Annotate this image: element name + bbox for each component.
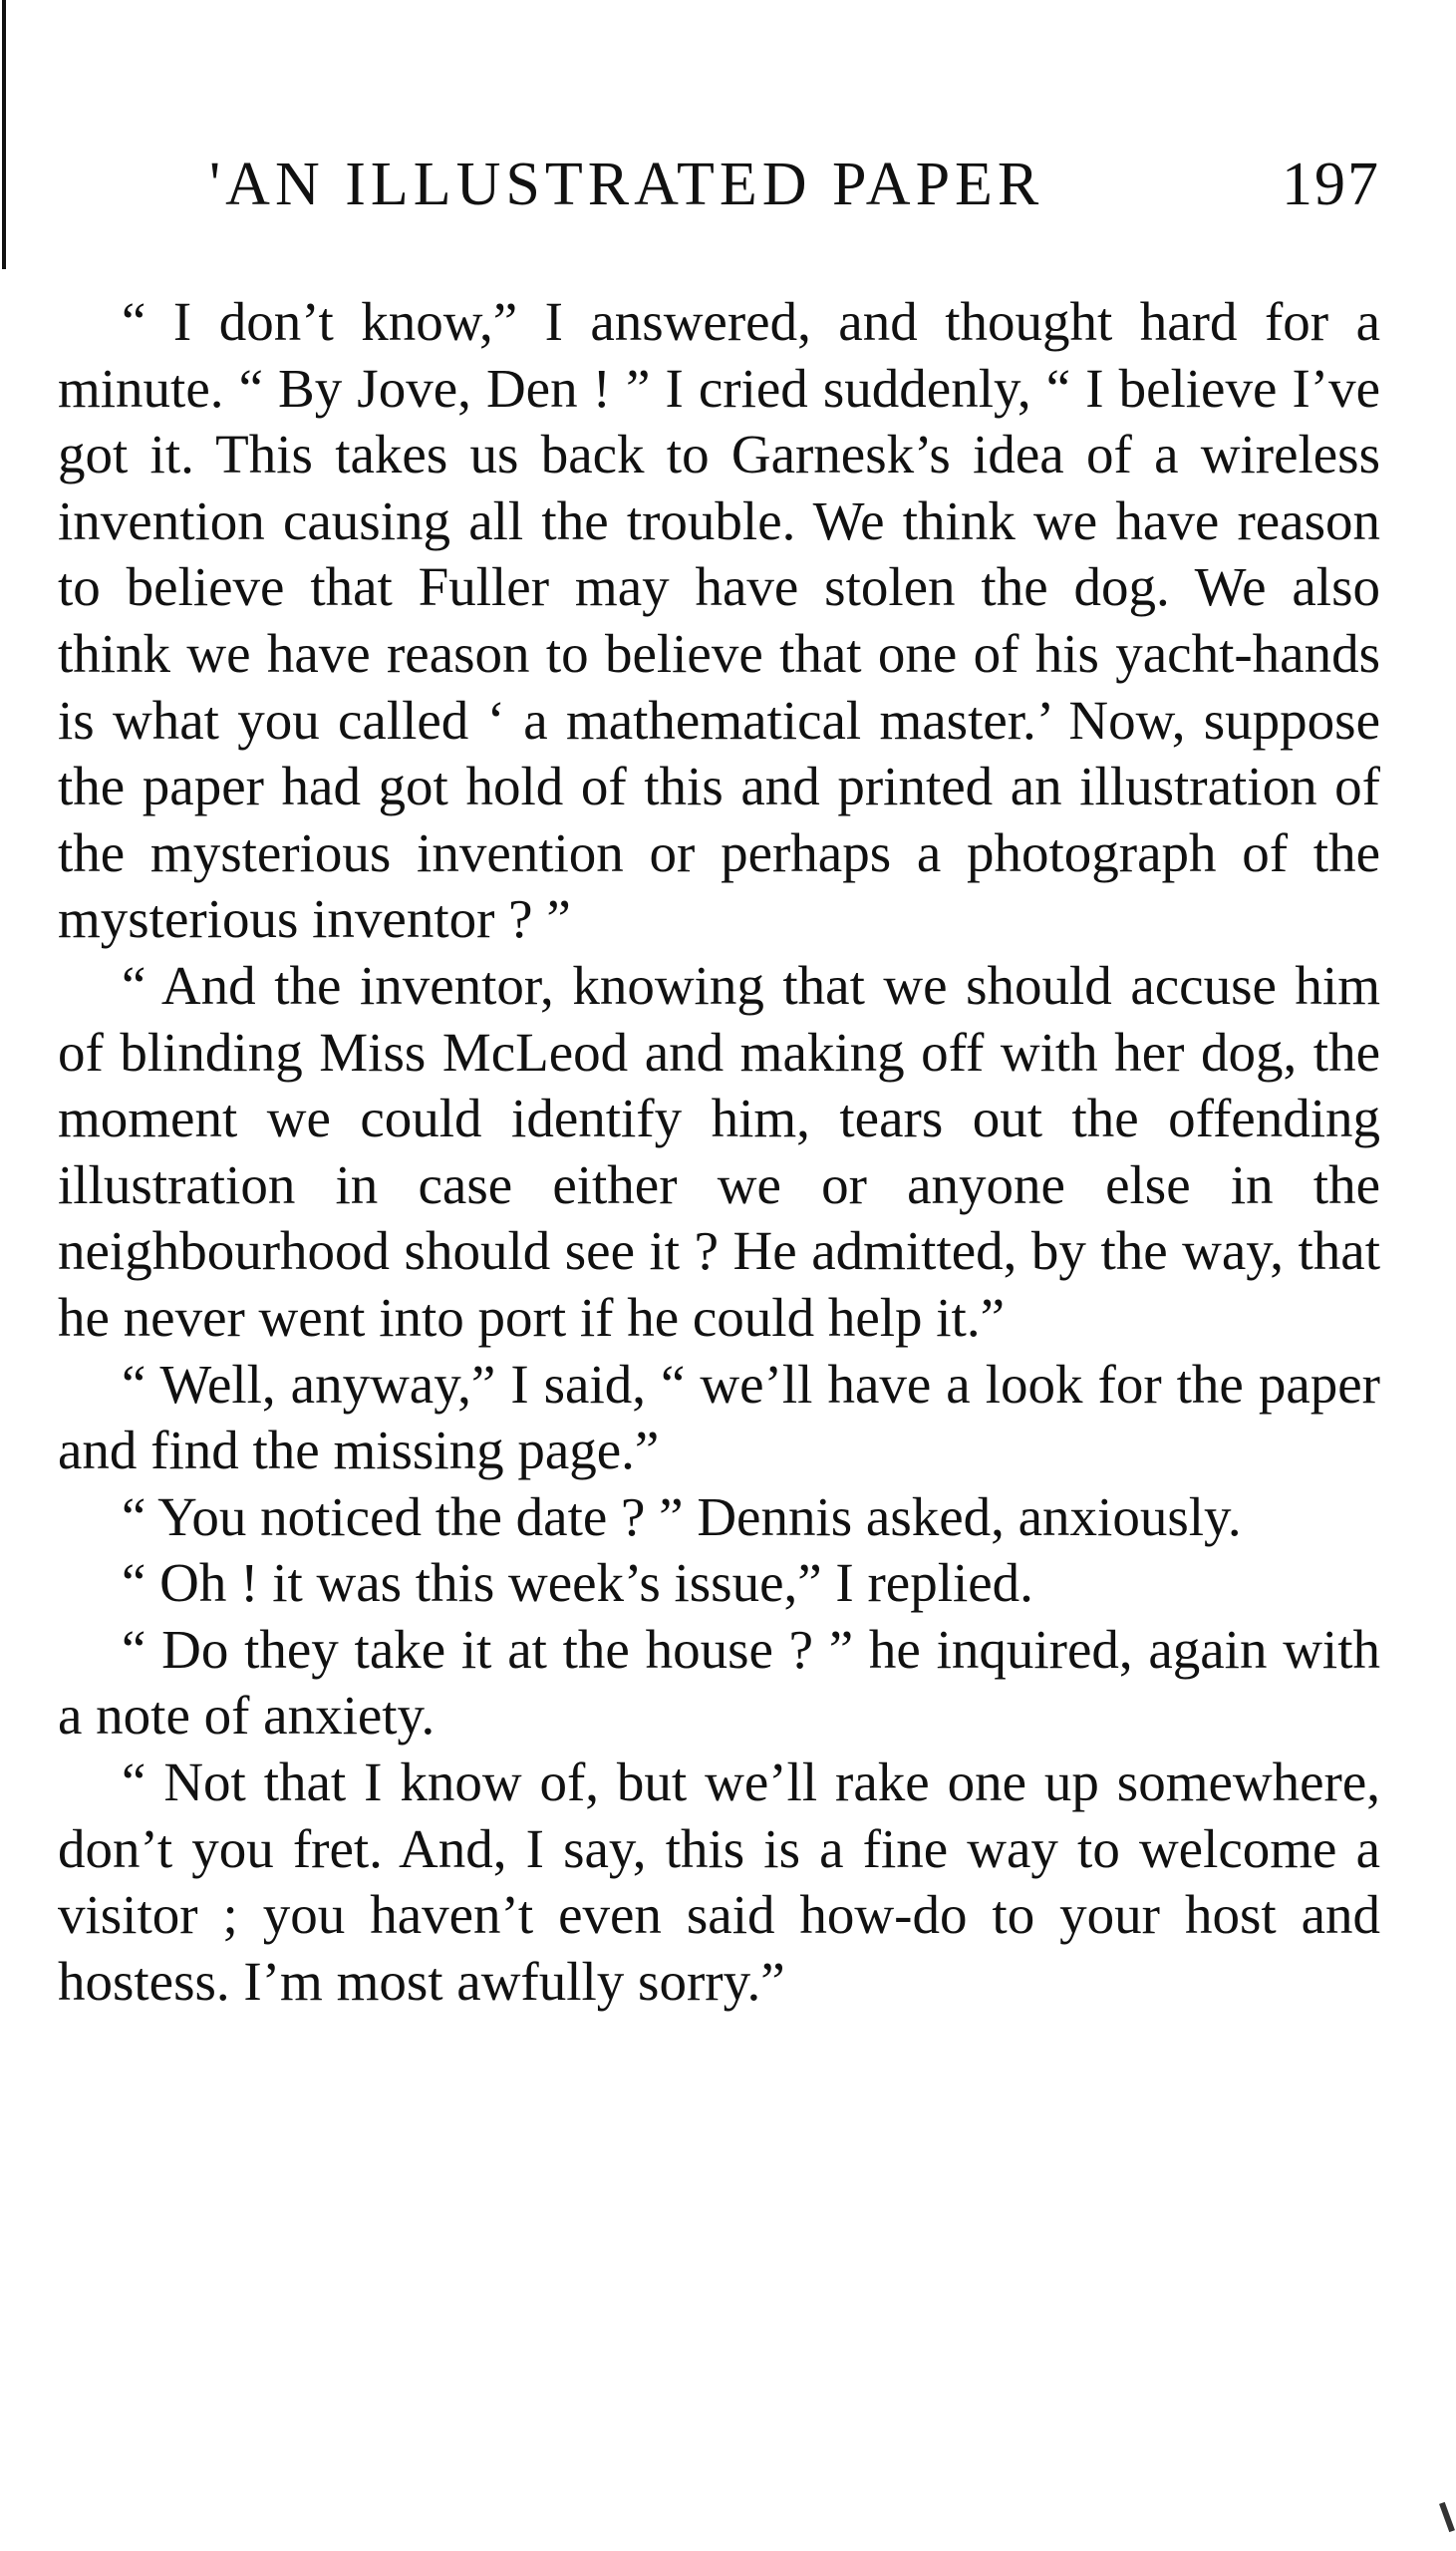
body-text [58,289,1380,2015]
page-number: 197 [1282,151,1380,218]
paragraph: “ Well, anyway,” I said, “ we’ll have a look for the paper and find the missing page.” [58,1353,1380,1481]
scan-mark [1439,2502,1455,2532]
paragraph: “ Do they take it at the house ? ” he inquired, again with a note of anxiety. [58,1618,1380,1747]
page-edge-rule [2,0,6,269]
paragraph: “ I don’t know,” I answered, and thought hard for a minute. “ By Jove, Den ! ” I cried suddenly, “ I believe I’ve got it. This takes us back to Garnesk’s idea of a wireless invention causing all the trouble. We think we have reason to believe that Fuller may have stolen the dog. We also think we have reason to believe that one of his yacht-hands is what you called ‘ a mathematical master.’ Now, suppose the paper had got hold of this and printed an illustration of the mysterious invention or perhaps a photograph of the mysterious inventor ? ” [58,291,1380,950]
paragraph: “ And the inventor, knowing that we should accuse him of blinding Miss McLeod and making off with her dog, the moment we could identify him, tears out the offending illustration in case either we or anyone else in the neighbourhood should see it ? He admitted, by the way, that he never went into port if he could help it.” [58,954,1380,1348]
paragraph: “ Oh ! it was this week’s issue,” I replied. [122,1552,1033,1614]
paragraph: “ Not that I know of, but we’ll rake one up somewhere, don’t you fret. And, I say, this is a fine way to welcome a visitor ; you haven’t even said how-do to your host and hostess. I’m most awfully sorry.” [58,1752,1380,2012]
running-header [209,140,1380,229]
paragraph: “ You noticed the date ? ” Dennis asked, anxiously. [122,1485,1242,1547]
running-title: 'AN ILLUSTRATED PAPER [209,151,1044,218]
